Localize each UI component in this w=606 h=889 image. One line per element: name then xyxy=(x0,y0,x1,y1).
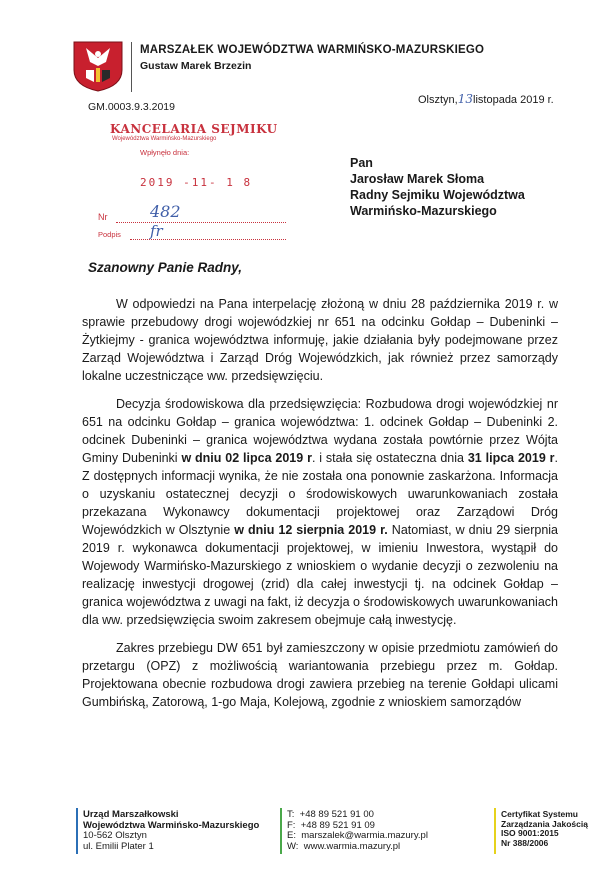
place-prefix: Olsztyn, xyxy=(418,94,458,106)
recipient-block xyxy=(350,155,525,219)
email-link[interactable]: marszalek@warmia.mazury.pl xyxy=(301,830,428,841)
stamp-title: KANCELARIA SEJMIKU xyxy=(110,122,278,136)
signatory-name: Gustaw Marek Brzezin xyxy=(140,60,252,72)
stamp-podpis-value: fr xyxy=(150,222,163,240)
footer xyxy=(0,802,606,862)
paragraph: W odpowiedzi na Pana interpelację złożoną w dniu 28 października 2019 r. w sprawie przebudowy drogi wojewódzkiej nr 651 na odcinku Gołdap – Dubeninki – Żytkiejmy - granica województwa informuję, jakie działania były podejmowane przez Zarząd Województwa i Zarząd Dróg Wojewódzkich, jak również przez samorządy lokalne uczestniczące ww. przedsięwzięciu. xyxy=(82,297,558,383)
stamp-date: 2019 -11- 1 8 xyxy=(140,176,253,189)
footer-address xyxy=(78,810,259,852)
stamp-subtitle: Województwa Warmińsko-Mazurskiego xyxy=(112,136,217,142)
contact-label: F: xyxy=(287,819,296,831)
place-suffix: listopada 2019 r. xyxy=(473,94,554,106)
coat-of-arms-icon xyxy=(72,40,124,92)
contact-label: T: xyxy=(287,809,295,820)
bold-run: w dniu 02 lipca 2019 r xyxy=(181,451,312,465)
footer-line: 10-562 Olsztyn xyxy=(83,830,147,841)
phone-value: +48 89 521 91 00 xyxy=(299,809,374,820)
footer-line: Urząd Marszałkowski xyxy=(83,809,179,820)
handwritten-day: 13 xyxy=(457,92,474,106)
place-date xyxy=(418,92,554,106)
website-link[interactable]: www.warmia.mazury.pl xyxy=(303,840,401,852)
stamp-nr-value: 482 xyxy=(150,202,181,221)
office-title: MARSZAŁEK WOJEWÓDZTWA WARMIŃSKO-MAZURSKIEGO xyxy=(140,44,485,56)
text-run: . Z dostępnych informacji wynika, że nie została ona ponownie zaskarżona. Informacja o uzyskaniu ostatecznej decyzji o środowiskowych uwarunkowaniach została przekazana Wykonawcy dokumentacji projektowej oraz Zarządowi Dróg Wojewódzkich w Olsztynie xyxy=(82,451,559,537)
recipient-line: Jarosław Marek Słoma xyxy=(350,172,485,186)
recipient-line: Warmińsko-Mazurskiego xyxy=(350,204,497,218)
recipient-line: Radny Sejmiku Województwa xyxy=(350,188,525,202)
stamp-nr-label: Nr xyxy=(98,212,108,222)
footer-line: ISO 9001:2015 xyxy=(501,828,559,838)
paragraph: Zakres przebiegu DW 651 był zamieszczony w opisie przedmiotu zamówień do przetargu (OPZ) z możliwością wariantowania przebiegu przez m. Gołdap. Projektowana obecnie rozbudowa drogi zawiera przebieg na terenie Gołdapi ulicami Gumbińską, Zatorową, 1-go Maja, Kolejową, zgodnie z wnioskiem samorządów xyxy=(82,641,558,709)
footer-line: Zarządzania Jakością xyxy=(501,818,588,829)
text-run: Natomiast, w dniu 29 sierpnia 2019 r. wykonawca dokumentacji projektowej, w imieniu Inwestora, wystąpił do Wojewody Warmińsko-Mazurskiego z wnioskiem o wydanie decyzji o zezwoleniu na realizację inwestycji drogowej (zrid) dla całej inwestycji tj. na odcinek Gołdap – granica województwa z uwagi na fakt, iż decyzja o środowiskowych uwarunkowaniach dla ww. przedsięwzięcia swoim zakresem obejmuje całą inwestycję. xyxy=(82,523,559,627)
fax-value: +48 89 521 91 09 xyxy=(300,819,375,831)
bold-run: w dniu 12 sierpnia 2019 r. xyxy=(234,523,388,537)
contact-label: W: xyxy=(287,840,299,852)
header-divider xyxy=(131,42,132,92)
footer-contact xyxy=(282,810,428,852)
bold-run: 31 lipca 2019 r xyxy=(467,451,555,465)
footer-line: Nr 388/2006 xyxy=(501,837,549,848)
stamp-nr-line xyxy=(116,222,286,223)
paragraph xyxy=(82,395,558,629)
letter-body xyxy=(82,295,558,721)
footer-line: Województwa Warmińsko-Mazurskiego xyxy=(83,819,260,831)
footer-certificate xyxy=(496,810,588,848)
received-stamp xyxy=(90,122,290,254)
text-run: Decyzja środowiskowa dla przedsięwzięcia: Rozbudowa drogi wojewódzkiej nr 651 na odcinku Gołdap – granica województwa: 1. odcinek Gołdap – Dubeninki 2. odcinek Dubeninki – granica województwa wydana została powtórnie przez Wójta Gminy Dubeninki xyxy=(82,397,558,465)
stamp-received-label: Wpłynęło dnia: xyxy=(140,148,190,157)
greeting: Szanowny Panie Radny, xyxy=(88,260,243,275)
recipient-line: Pan xyxy=(350,156,373,170)
contact-label: E: xyxy=(287,830,296,841)
footer-line: Certyfikat Systemu xyxy=(501,809,579,819)
reference-number: GM.0003.9.3.2019 xyxy=(88,101,175,113)
stamp-podpis-label: Podpis xyxy=(98,230,121,239)
footer-line: ul. Emilii Plater 1 xyxy=(83,840,154,852)
text-run: . i stała się ostateczna dnia xyxy=(311,451,468,465)
